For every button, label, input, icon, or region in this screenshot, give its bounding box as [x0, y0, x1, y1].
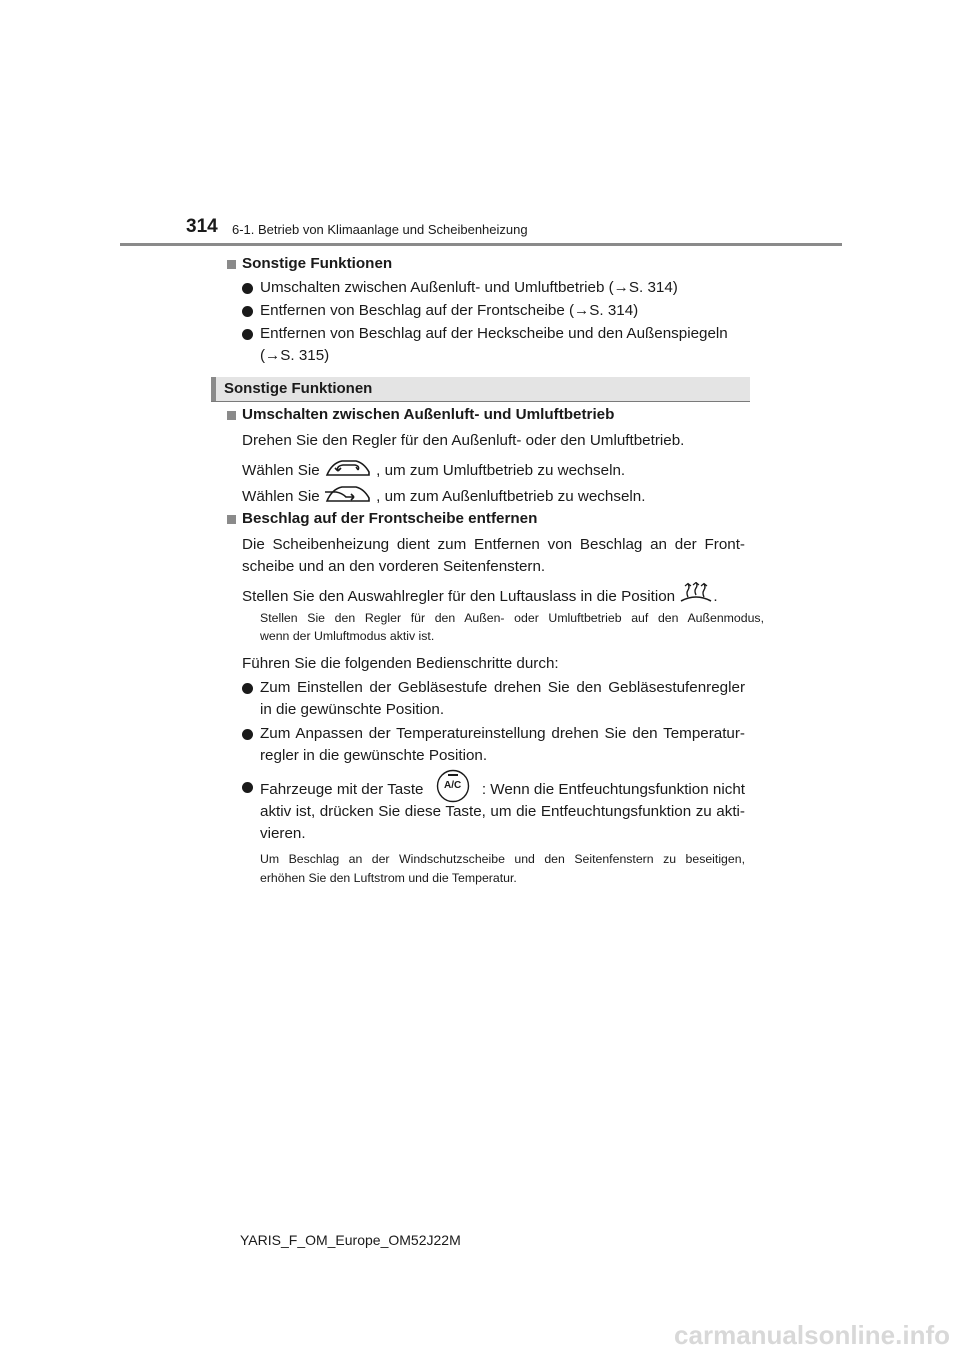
outside-air-mode-icon	[324, 483, 372, 511]
section-bar-accent	[211, 377, 216, 401]
round-bullet-icon	[242, 329, 253, 340]
defog-para2	[242, 582, 718, 612]
defog-step3-line1	[260, 777, 745, 803]
round-bullet-icon	[242, 683, 253, 694]
header-rule	[120, 243, 842, 246]
defog-step1-line1: Zum Einstellen der Gebläsestufe drehen Sie den Gebläsestufenregler	[260, 679, 745, 696]
defog-step3-line3: vieren.	[260, 825, 306, 842]
defog-step2-line2: regler in die gewünschte Position.	[260, 747, 488, 764]
section-bar	[211, 377, 750, 402]
defog-steps-intro: Führen Sie die folgenden Bedienschritte durch:	[242, 655, 559, 672]
airflow-intro: Drehen Sie den Regler für den Außenluft- oder den Umluftbetrieb.	[242, 432, 685, 449]
round-bullet-icon	[242, 306, 253, 317]
outside-instruction	[242, 483, 645, 511]
overview-item-3-continued: (→S. 315)	[260, 347, 330, 364]
defog-heading: Beschlag auf der Frontscheibe entfernen	[242, 510, 538, 527]
defog-para2-prefix: Stellen Sie den Auswahlregler für den Luftauslass in die Position	[242, 588, 676, 606]
defog-para1-line2: scheibe und an den vorderen Seitenfenstern.	[242, 558, 546, 575]
defog-step3-prefix: Fahrzeuge mit der Taste	[260, 781, 424, 798]
defog-note2-line1: Um Beschlag an der Windschutzscheibe und den Seitenfenstern zu beseitigen,	[260, 852, 745, 866]
defog-note2-line2: erhöhen Sie den Luftstrom und die Temperatur.	[260, 871, 517, 885]
recirc-suffix: , um zum Umluftbetrieb zu wechseln.	[376, 462, 626, 480]
page-number: 314	[186, 216, 218, 237]
recirc-instruction	[242, 457, 625, 485]
windshield-defrost-icon	[679, 582, 713, 612]
square-bullet-icon	[227, 515, 236, 524]
defog-step3-suffix: : Wenn die Entfeuchtungsfunktion nicht	[481, 781, 745, 798]
defog-para2-suffix: .	[713, 588, 718, 606]
square-bullet-icon	[227, 260, 236, 269]
airflow-heading: Umschalten zwischen Außenluft- und Umluftbetrieb	[242, 406, 615, 423]
round-bullet-icon	[242, 283, 253, 294]
defog-step2-line1: Zum Anpassen der Temperatureinstellung drehen Sie den Temperatur-	[260, 725, 745, 742]
outside-suffix: , um zum Außenluftbetrieb zu wechseln.	[376, 488, 646, 506]
overview-item-2: Entfernen von Beschlag auf der Frontscheibe (→S. 314)	[260, 302, 639, 319]
overview-item-3: Entfernen von Beschlag auf der Heckscheibe und den Außenspiegeln	[260, 325, 728, 342]
defog-step1-line2: in die gewünschte Position.	[260, 701, 445, 718]
round-bullet-icon	[242, 729, 253, 740]
defog-note1-line1: Stellen Sie den Regler für den Außen- oder Umluftbetrieb auf den Außenmodus,	[260, 611, 764, 625]
defog-step3-line2: aktiv ist, drücken Sie diese Taste, um die Entfeuchtungsfunktion zu akti-	[260, 803, 745, 820]
section-title: 6-1. Betrieb von Klimaanlage und Scheibenheizung	[232, 222, 528, 237]
defog-para1-line1: Die Scheibenheizung dient zum Entfernen von Beschlag an der Front-	[242, 536, 745, 553]
overview-item-1: Umschalten zwischen Außenluft- und Umluftbetrieb (→S. 314)	[260, 279, 678, 296]
recirculation-mode-icon	[324, 457, 372, 485]
outside-prefix: Wählen Sie	[242, 488, 320, 506]
round-bullet-icon	[242, 782, 253, 793]
watermark: carmanualsonline.info	[674, 1320, 950, 1350]
overview-heading: Sonstige Funktionen	[242, 255, 393, 272]
square-bullet-icon	[227, 411, 236, 420]
ac-button-icon	[436, 769, 470, 803]
defog-note1-line2: wenn der Umluftmodus aktiv ist.	[260, 629, 435, 643]
ac-button-label: A/C	[444, 780, 462, 791]
section-bar-title: Sonstige Funktionen	[224, 380, 373, 397]
recirc-prefix: Wählen Sie	[242, 462, 320, 480]
footer-doc-id: YARIS_F_OM_Europe_OM52J22M	[240, 1232, 461, 1248]
